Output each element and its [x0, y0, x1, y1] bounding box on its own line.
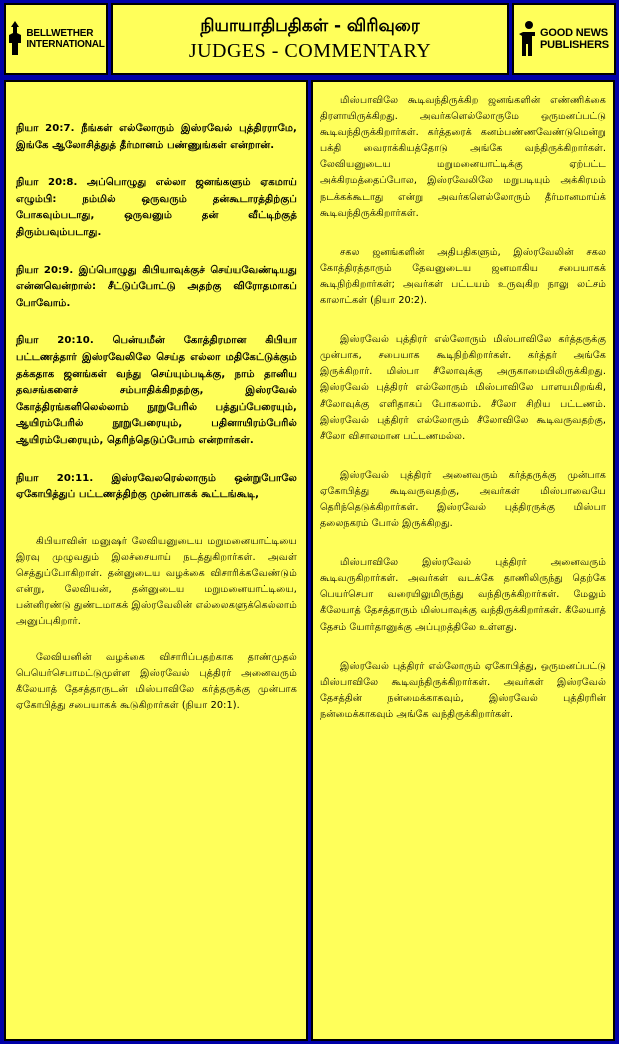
- page-title-tamil: நியாயாதிபதிகள் - விரிவுரை: [200, 16, 420, 36]
- commentary-paragraph: லேவியனின் வழக்கை விசாரிப்பதற்காக தாண்முதல் பெயெர்செபாமட்டுமுள்ள இஸ்ரவேல் புத்திரர் அனைவரும் கீலேயாத் தேசத்தாருடன் மிஸ்பாவிலே கர்த்தருக்கு முன்பாக ஏகோபித்து சபையாகக் கூடுகிறார்கள் (நியா 20:1).: [16, 651, 297, 711]
- logo-line-2: PUBLISHERS: [540, 39, 609, 51]
- page-title-english: JUDGES - COMMENTARY: [188, 40, 432, 62]
- commentary-paragraph: இஸ்ரவேல் புத்திரர் எல்லோரும் மிஸ்பாவிலே கர்த்தருக்கு முன்பாக, சபையாக கூடிநிற்கிறார்கள். கர்த்தர் அங்கே இருக்கிறார். மிஸ்பா சீலோவுக்கு அருகாமையிலிருக்கிறது. இஸ்ரவேல் புத்திரர் எல்லோரும் மிஸ்பாவிலே பாளயமிறங்கி, சீலோவுக்கு எளிதாகப் போகலாம். சீலோ சிறிய பட்டணம். இஸ்ரவேல் புத்திரர் எல்லோரும் சீலோவிலே கூடிவருவதற்கு, சீலோ விசாலமான பட்டணமல்ல.: [320, 334, 606, 442]
- publisher-logo-good-news: [512, 3, 616, 75]
- verse-paragraph: நியா 20:7. நீங்கள் எல்லோரும் இஸ்ரவேல் புத்திரராமே, இங்கே ஆலோசித்துத் தீர்மானம் பண்ணுங்கள் என்றான்.: [16, 123, 297, 151]
- commentary-paragraph: இஸ்ரவேல் புத்திரர் அனைவரும் கர்த்தருக்கு முன்பாக ஏகோபித்து கூடிவருவதற்கு, அவர்கள் மிஸ்பாவையே தெரிந்தெடுக்கிறார்கள். இஸ்ரவேல் புத்திரருக்கு மிஸ்பா தலைநகரம் போல் இருக்கிறது.: [320, 469, 606, 530]
- good-news-figure-icon: [519, 20, 537, 58]
- commentary-paragraph: மிஸ்பாவிலே கூடிவந்திருக்கிற ஜனங்களின் எண்ணிக்கை திரளாயிருக்கிறது. அவர்களெல்லோருமே ஒருமனப்பட்டு கூடிவந்திருக்கிறார்கள். கர்த்தரைக் கனம்பண்ணவேண்டுமென்று பக்தி வைராக்கியத்தோடு அங்கே வந்திருக்கிறார்கள். லேவியனுடைய மறுமனையாட்டிக்கு ஏற்பட்ட அக்கிரமத்தைப்போல, இஸ்ரவேலிலே மறுபடியும் அக்கிரமம் நடக்கக்கூடாது என்று அவர்களெல்லோரும் தீர்மானமாய்க் கூடிவந்திருக்கிறார்கள்.: [320, 95, 606, 219]
- right-column-text: [320, 93, 606, 746]
- verse-paragraph: நியா 20:9. இப்பொழுது கிபியாவுக்குச் செய்யவேண்டியது என்னவென்றால்: சீட்டுப்போட்டு அதற்கு விரோதமாகப் போவோம்.: [16, 264, 297, 309]
- logo-line-1: BELLWETHER: [26, 28, 94, 39]
- page-title-block: [111, 3, 509, 75]
- commentary-paragraph: மிஸ்பாவிலே இஸ்ரவேல் புத்திரர் அனைவரும் கூடிவருகிறார்கள். அவர்கள் வடக்கே தாணிலிருந்து தெற்கே பெயர்செபா வரையிலுமிருந்து வந்திருக்கிறார்கள். மேலும் கீலேயாத் தேசத்தாரும் மிஸ்பாவுக்கு வந்திருக்கிறார்கள். கீலேயாத் தேசம் யோர்தானுக்கு அப்புறத்திலே உள்ளது.: [320, 557, 606, 633]
- commentary-paragraph: கிபியாவின் மனுஷர் லேவியனுடைய மறுமனையாட்டியை இரவு முழுவதும் இலச்சையாய் நடத்துகிறார்கள். அவள் செத்துப்போகிறாள். தன்னுடைய வழக்கை விசாரிக்கவேண்டும் என்று, லேவியன், தன்னுடைய மறுமனையாட்டியை, பன்னிரண்டு துண்டமாகக் இஸ்ரவேலின் எல்லைகளுக்கெல்லாம் அனுப்புகிறார்.: [16, 535, 297, 627]
- publisher-logo-bellwether: [4, 3, 108, 75]
- verse-paragraph: நியா 20:10. பென்யமீன் கோத்திரமான கிபியா பட்டணத்தார் இஸ்ரவேலிலே செய்த எல்லா மதிகேட்டுக்கும் தக்கதாக ஜனங்கள் வந்து செய்யும்படிக்கு, நாம் தானிய தவசங்களைச் சம்பாதிக்கிறதற்கு, இஸ்ரவேல் கோத்திரங்களிலெல்லாம் நூறுபேரில் பத்துப்பேரையும், ஆயிரம்பேரில் நூறுபேரையும், பதினாயிரம்பேரில் ஆயிரம்பேரையும், தெரிந்தெடுப்போம் என்றார்கள்.: [16, 335, 297, 446]
- commentary-paragraph: இஸ்ரவேல் புத்திரர் எல்லோரும் ஏகோபித்து, ஒருமனப்பட்டு மிஸ்பாவிலே கூடிவந்திருக்கிறார்கள். அவர்கள் இஸ்ரவேல் தேசத்தின் நன்மைக்காகவும், இஸ்ரவேல் புத்திரரின் நன்மைக்காகவும் அங்கே வந்திருக்கிறார்கள்.: [320, 660, 606, 720]
- commentary-paragraph: சகல ஜனங்களின் அதிபதிகளும், இஸ்ரவேலின் சகல கோத்திரத்தாரும் தேவனுடைய ஜனமாகிய சபையாகக் கூடிநிற்கிறார்கள்; அவர்கள் பட்டயம் உருவுகிற நாலு லட்சம் காலாட்கள் (நியா 20:2).: [320, 246, 606, 307]
- bellwether-ram-icon: [7, 21, 23, 57]
- verse-paragraph: நியா 20:8. அப்பொழுது எல்லா ஜனங்களும் ஏகமாய் எழும்பி: நம்மில் ஒருவரும் தன்கூடாரத்திற்குப் போகவும்படாது, ஒருவனும் தன் வீட்டிற்குத் திரும்பவும்படாது.: [16, 177, 297, 238]
- logo-line-1: GOOD NEWS: [540, 27, 608, 39]
- left-column-text: [16, 121, 297, 734]
- logo-line-2: INTERNATIONAL: [26, 39, 105, 50]
- verse-paragraph: நியா 20:11. இஸ்ரவேலரெல்லாரும் ஒன்றுபோலே ஏகோபித்துப் பட்டணத்திற்கு முன்பாகக் கூட்டங்கூடி,: [16, 472, 297, 501]
